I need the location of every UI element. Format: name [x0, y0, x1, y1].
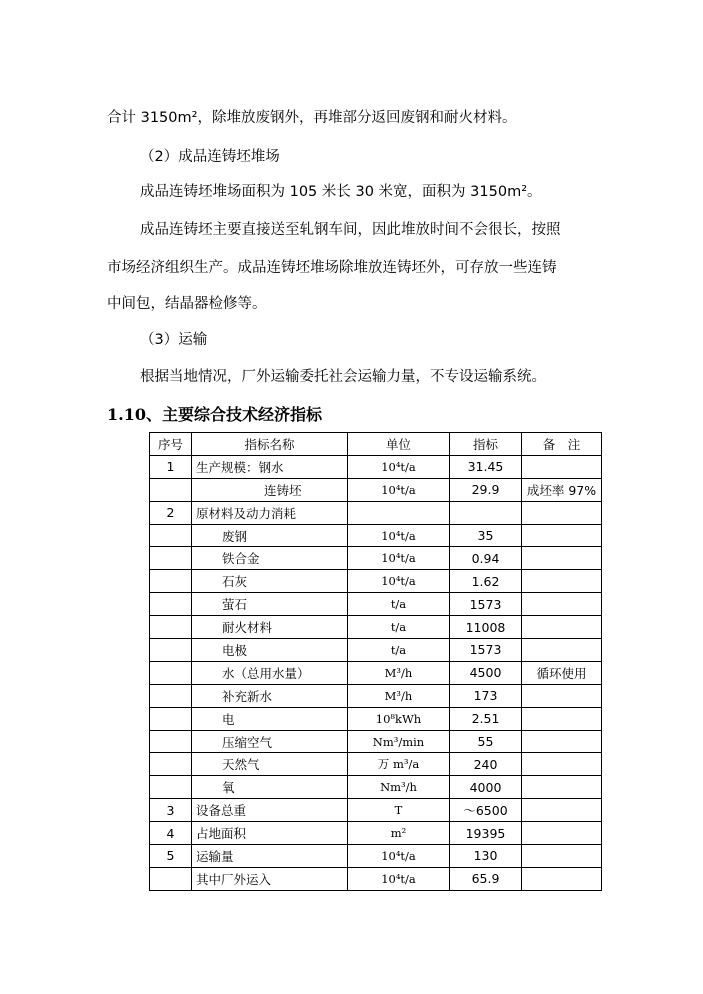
table-row [150, 616, 602, 639]
table-row [150, 730, 602, 753]
paragraph: 合计 3150m²，除堆放废钢外，再堆部分返回废钢和耐火材料。 [107, 110, 517, 126]
cell-unit: 10⁴t/a [348, 478, 450, 501]
cell-name: 运输量 [192, 845, 348, 868]
cell-unit: 万 m³/a [348, 753, 450, 776]
cell-no [150, 661, 192, 684]
cell-note [522, 776, 602, 799]
table-row [150, 501, 602, 524]
cell-no [150, 776, 192, 799]
cell-note [522, 684, 602, 707]
table-row [150, 684, 602, 707]
table-row [150, 593, 602, 616]
cell-unit: 10⁴t/a [348, 570, 450, 593]
cell-no [150, 730, 192, 753]
table-row [150, 845, 602, 868]
cell-no: 1 [150, 455, 192, 478]
cell-no: 3 [150, 799, 192, 822]
cell-name: 天然气 [192, 753, 348, 776]
cell-name: 设备总重 [192, 799, 348, 822]
table-header-row [150, 433, 602, 456]
cell-value: 1573 [450, 593, 522, 616]
cell-name: 原材料及动力消耗 [192, 501, 348, 524]
cell-note: 成坯率 97% [522, 478, 602, 501]
cell-name: 压缩空气 [192, 730, 348, 753]
table-row [150, 547, 602, 570]
cell-name: 占地面积 [192, 822, 348, 845]
cell-no [150, 570, 192, 593]
cell-unit: t/a [348, 639, 450, 662]
cell-note [522, 524, 602, 547]
cell-no [150, 684, 192, 707]
cell-unit: 10⁴t/a [348, 455, 450, 478]
cell-value: 2.51 [450, 707, 522, 730]
cell-name: 连铸坯 [192, 478, 348, 501]
indicators-table [149, 432, 602, 891]
cell-unit: M³/h [348, 684, 450, 707]
header-name: 指标名称 [192, 433, 348, 456]
header-note: 备 注 [522, 433, 602, 456]
cell-value: 4000 [450, 776, 522, 799]
cell-note [522, 730, 602, 753]
cell-unit: M³/h [348, 661, 450, 684]
cell-name: 萤石 [192, 593, 348, 616]
cell-note [522, 867, 602, 890]
cell-value: 11008 [450, 616, 522, 639]
cell-no [150, 547, 192, 570]
cell-unit: 10⁴t/a [348, 547, 450, 570]
table-row [150, 822, 602, 845]
cell-name: 电极 [192, 639, 348, 662]
cell-note [522, 753, 602, 776]
cell-note [522, 799, 602, 822]
table-row [150, 867, 602, 890]
subsection-title: （3）运输 [140, 332, 208, 348]
cell-name: 水（总用水量） [192, 661, 348, 684]
cell-name: 氧 [192, 776, 348, 799]
cell-name: 生产规模：钢水 [192, 455, 348, 478]
cell-unit: t/a [348, 593, 450, 616]
cell-note [522, 593, 602, 616]
cell-note [522, 707, 602, 730]
cell-no [150, 707, 192, 730]
cell-no [150, 593, 192, 616]
cell-unit: 10⁸kWh [348, 707, 450, 730]
paragraph: 中间包，结晶器检修等。 [107, 296, 267, 312]
cell-note [522, 455, 602, 478]
cell-name: 耐火材料 [192, 616, 348, 639]
cell-name: 废钢 [192, 524, 348, 547]
table-row [150, 639, 602, 662]
cell-name: 补充新水 [192, 684, 348, 707]
paragraph: 根据当地情况，厂外运输委托社会运输力量，不专设运输系统。 [140, 369, 546, 385]
cell-no [150, 753, 192, 776]
cell-unit: T [348, 799, 450, 822]
header-no: 序号 [150, 433, 192, 456]
cell-note [522, 501, 602, 524]
cell-value: 4500 [450, 661, 522, 684]
cell-value: 240 [450, 753, 522, 776]
header-unit: 单位 [348, 433, 450, 456]
subsection-title: （2）成品连铸坯堆场 [140, 149, 280, 165]
cell-no: 2 [150, 501, 192, 524]
paragraph: 成品连铸坯主要直接送至轧钢车间，因此堆放时间不会很长，按照 [140, 222, 561, 238]
cell-no [150, 524, 192, 547]
cell-value: 1.62 [450, 570, 522, 593]
cell-name: 铁合金 [192, 547, 348, 570]
cell-no [150, 867, 192, 890]
cell-value: 130 [450, 845, 522, 868]
cell-note [522, 570, 602, 593]
cell-note: 循环使用 [522, 661, 602, 684]
table-row [150, 478, 602, 501]
cell-no [150, 639, 192, 662]
header-value: 指标 [450, 433, 522, 456]
cell-value: 0.94 [450, 547, 522, 570]
cell-value [450, 501, 522, 524]
table-row [150, 707, 602, 730]
cell-unit: Nm³/min [348, 730, 450, 753]
table-row [150, 799, 602, 822]
table-row [150, 753, 602, 776]
cell-note [522, 822, 602, 845]
cell-name: 电 [192, 707, 348, 730]
cell-no [150, 478, 192, 501]
cell-value: 31.45 [450, 455, 522, 478]
cell-name: 石灰 [192, 570, 348, 593]
cell-unit: 10⁴t/a [348, 845, 450, 868]
cell-value: 19395 [450, 822, 522, 845]
paragraph: 市场经济组织生产。成品连铸坯堆场除堆放连铸坯外，可存放一些连铸 [107, 260, 557, 276]
cell-note [522, 547, 602, 570]
cell-note [522, 639, 602, 662]
table-row [150, 524, 602, 547]
table-row [150, 455, 602, 478]
section-heading: 1.10、主要综合技术经济指标 [107, 405, 322, 424]
cell-note [522, 616, 602, 639]
cell-unit: 10⁴t/a [348, 524, 450, 547]
cell-name: 其中厂外运入 [192, 867, 348, 890]
cell-value: 1573 [450, 639, 522, 662]
cell-value: 29.9 [450, 478, 522, 501]
cell-unit [348, 501, 450, 524]
cell-unit: t/a [348, 616, 450, 639]
table-row [150, 661, 602, 684]
cell-unit: 10⁴t/a [348, 867, 450, 890]
cell-no: 4 [150, 822, 192, 845]
cell-unit: Nm³/h [348, 776, 450, 799]
cell-value: 65.9 [450, 867, 522, 890]
cell-value: ～6500 [450, 799, 522, 822]
cell-value: 173 [450, 684, 522, 707]
paragraph: 成品连铸坯堆场面积为 105 米长 30 米宽，面积为 3150m²。 [140, 184, 542, 200]
cell-no: 5 [150, 845, 192, 868]
cell-value: 35 [450, 524, 522, 547]
cell-note [522, 845, 602, 868]
table-row [150, 570, 602, 593]
cell-unit: m² [348, 822, 450, 845]
cell-no [150, 616, 192, 639]
cell-value: 55 [450, 730, 522, 753]
table-row [150, 776, 602, 799]
